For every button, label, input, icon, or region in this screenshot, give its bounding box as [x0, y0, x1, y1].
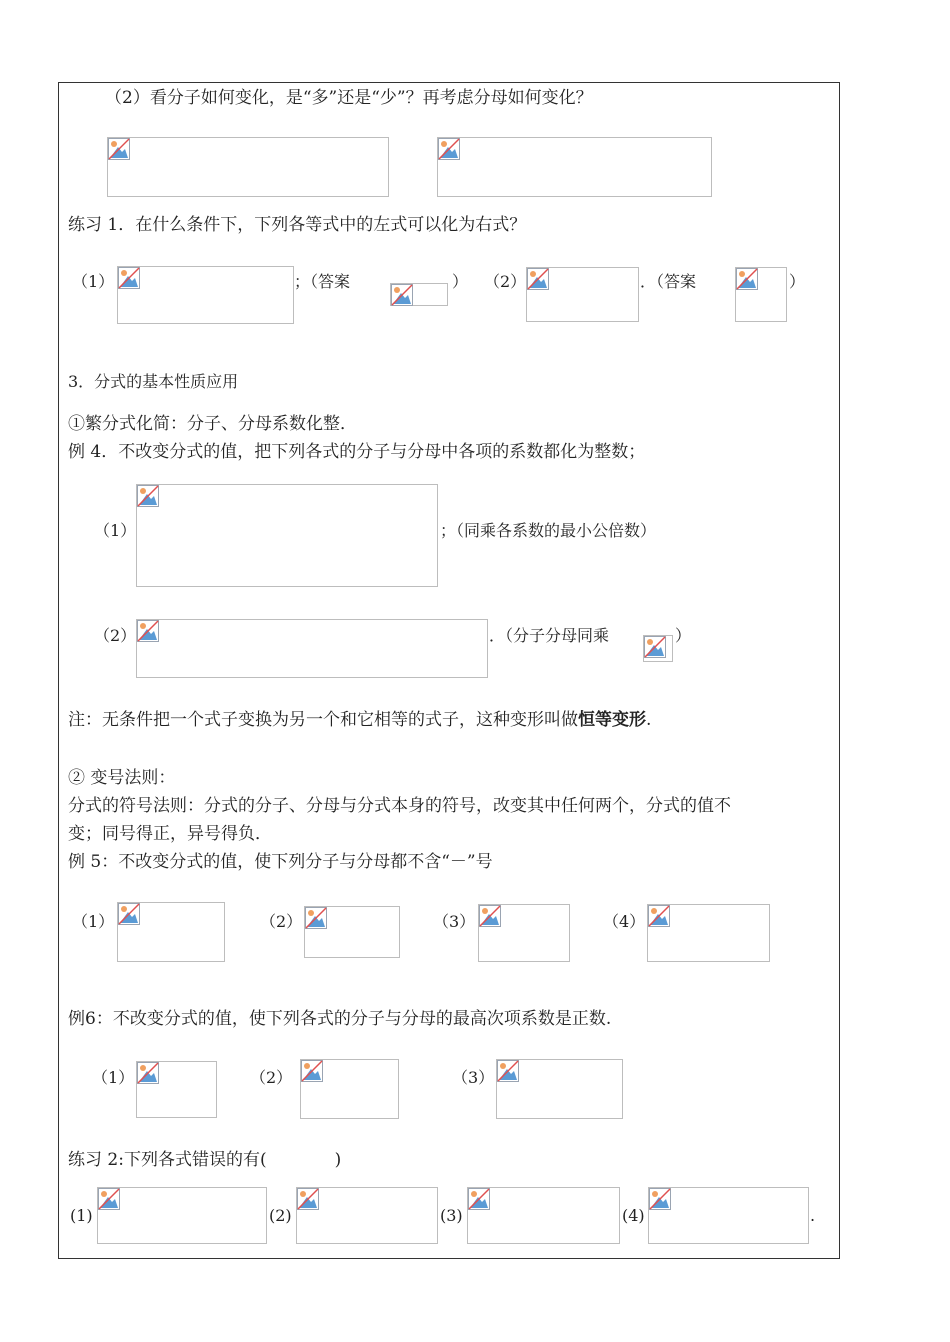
practice-1-title: 练习 1．在什么条件下，下列各等式中的左式可以化为右式？: [68, 215, 527, 235]
broken-image-icon: [644, 636, 666, 658]
practice-2-end-period: .: [810, 1206, 816, 1225]
broken-image-icon: [118, 267, 140, 289]
example-6-label-1: （1）: [92, 1068, 135, 1087]
broken-image-icon: [297, 1188, 319, 1210]
formula-image-19: [467, 1187, 620, 1244]
example-5-label-4: （4）: [603, 912, 646, 931]
broken-image-icon: [391, 284, 413, 306]
example-6-title: 例6：不改变分式的值，使下列各式的分子与分母的最高次项系数是正数.: [68, 1009, 612, 1029]
example-5-label-1: （1）: [72, 912, 115, 931]
formula-image-4: [390, 283, 448, 306]
practice-1-close-2: ）: [789, 272, 806, 291]
example-5-title: 例 5：不改变分式的值，使下列分子与分母都不含“－”号: [68, 852, 493, 872]
formula-image-1: [107, 137, 389, 197]
broken-image-icon: [468, 1188, 490, 1210]
formula-image-5: [526, 267, 639, 322]
note-bold-term: 恒等变形: [578, 710, 646, 730]
formula-image-2: [437, 137, 712, 197]
formula-image-8: [136, 619, 488, 678]
broken-image-icon: [137, 1062, 159, 1084]
practice-1-answer-label-2: ．（答案: [640, 272, 697, 291]
formula-image-16: [496, 1059, 623, 1119]
broken-image-icon: [736, 268, 758, 290]
formula-image-17: [97, 1187, 267, 1244]
practice-1-label-2: （2）: [484, 272, 527, 291]
broken-image-icon: [108, 138, 130, 160]
practice-2-label-1: (1): [70, 1206, 93, 1225]
practice-2-label-3: (3): [440, 1206, 463, 1225]
formula-image-20: [648, 1187, 809, 1244]
broken-image-icon: [98, 1188, 120, 1210]
formula-image-18: [296, 1187, 438, 1244]
broken-image-icon: [527, 268, 549, 290]
example-6-label-3: （3）: [452, 1068, 495, 1087]
rule-1-text: ①繁分式化简：分子、分母系数化整．: [68, 414, 357, 434]
example-4-title: 例 4．不改变分式的值，把下列各式的分子与分母中各项的系数都化为整数；: [68, 442, 646, 462]
example-5-label-3: （3）: [433, 912, 476, 931]
broken-image-icon: [497, 1060, 519, 1082]
formula-image-15: [300, 1059, 399, 1119]
broken-image-icon: [305, 907, 327, 929]
practice-2-title: 练习 2:下列各式错误的有( ): [68, 1150, 342, 1170]
practice-1-answer-label-1: ；（答案: [294, 272, 351, 291]
formula-image-6: [735, 267, 787, 322]
example-4-note-2: ．（分子分母同乘: [489, 626, 610, 645]
formula-image-10: [117, 902, 225, 962]
example-4-close-2: ）: [675, 626, 692, 645]
formula-image-14: [136, 1061, 217, 1118]
sign-rule-text-line-2: 变；同号得正，异号得负．: [68, 824, 272, 844]
example-4-note-1: ；（同乘各系数的最小公倍数）: [440, 521, 657, 540]
formula-image-9: [643, 635, 673, 662]
broken-image-icon: [438, 138, 460, 160]
section-3-title: 3．分式的基本性质应用: [68, 372, 239, 391]
example-5-label-2: （2）: [260, 912, 303, 931]
broken-image-icon: [649, 1188, 671, 1210]
example-6-label-2: （2）: [250, 1068, 293, 1087]
broken-image-icon: [301, 1060, 323, 1082]
broken-image-icon: [479, 905, 501, 927]
note-suffix: .: [646, 710, 652, 730]
broken-image-icon: [137, 485, 159, 507]
note-prefix: 注：无条件把一个式子变换为另一个和它相等的式子，这种变形叫做: [68, 710, 578, 730]
formula-image-11: [304, 906, 400, 958]
broken-image-icon: [648, 905, 670, 927]
formula-image-12: [478, 904, 570, 962]
sign-rule-title: ② 变号法则：: [68, 768, 176, 788]
broken-image-icon: [118, 903, 140, 925]
practice-1-label-1: （1）: [72, 272, 115, 291]
example-4-label-1: （1）: [94, 521, 137, 540]
practice-2-label-4: (4): [622, 1206, 645, 1225]
practice-1-close-1: ）: [452, 272, 469, 291]
practice-2-label-2: (2): [269, 1206, 292, 1225]
sign-rule-text-line-1: 分式的符号法则：分式的分子、分母与分式本身的符号，改变其中任何两个，分式的值不: [68, 796, 731, 816]
example-4-label-2: （2）: [94, 626, 137, 645]
question-2-text: （2）看分子如何变化，是“多”还是“少”？再考虑分母如何变化？: [105, 88, 593, 108]
broken-image-icon: [137, 620, 159, 642]
note-line: [68, 710, 651, 730]
formula-image-3: [117, 266, 294, 324]
formula-image-13: [647, 904, 770, 962]
formula-image-7: [136, 484, 438, 587]
